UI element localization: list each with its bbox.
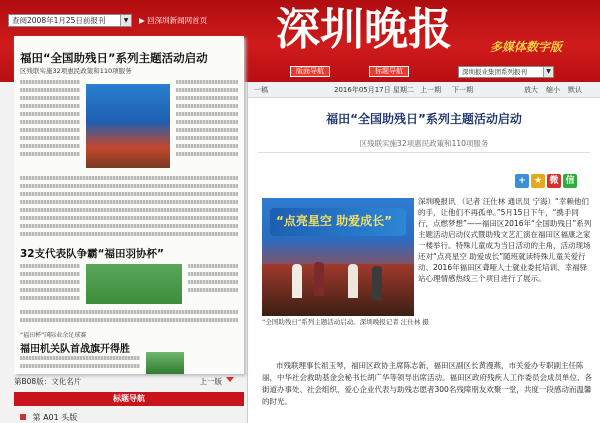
home-arrow-icon: ▶ xyxy=(139,16,145,25)
section-item-label: 第 A01 头版 xyxy=(32,413,78,422)
text-block xyxy=(20,272,80,276)
text-block xyxy=(188,288,238,292)
text-block xyxy=(20,280,80,284)
text-block xyxy=(176,112,238,116)
text-block xyxy=(20,184,238,188)
star-icon[interactable]: ★ xyxy=(531,174,545,188)
text-block xyxy=(20,356,140,360)
text-block xyxy=(20,144,80,148)
article-paragraph-2-text: 市残联理事长祖玉琴，福田区政协主席陈志新，福田区副区长黄漫燕，市关爱办专职副主任陈丽，中华社会救助基金会秘书长胡广华等领导出席活动。福田区政府残疾人工作委员会成员单位、各街道办事处、社会组织、爱心企业代表与助残志愿者300名残障朋友欢聚一堂，共度一段感动而温馨的时光。 xyxy=(262,361,592,406)
text-block xyxy=(20,296,80,300)
default-size-link[interactable]: 默认 xyxy=(568,86,582,94)
paper-subhead: 区残联实施32项惠民政策和110项服务 xyxy=(20,67,132,75)
text-block xyxy=(20,208,238,212)
text-block xyxy=(176,80,238,84)
chevron-down-icon[interactable] xyxy=(226,377,234,382)
photo-figure xyxy=(348,264,358,298)
zoom-out-link[interactable]: 缩小 xyxy=(546,86,560,94)
page-thumbnail[interactable] xyxy=(14,36,244,374)
text-block xyxy=(20,264,80,268)
text-block xyxy=(20,120,80,124)
prev-page-link[interactable]: 上一版 xyxy=(199,377,222,386)
text-block xyxy=(20,364,140,368)
paper-photo xyxy=(146,352,184,374)
section-nav-header: 标题导航 xyxy=(14,392,244,406)
text-block xyxy=(20,318,238,322)
article-toolbar xyxy=(248,82,600,98)
home-link-label: 回深圳新闻网首页 xyxy=(147,16,208,25)
issue-date: 2016年05月17日 星期二 xyxy=(334,86,414,94)
text-block xyxy=(176,144,238,148)
text-block xyxy=(176,88,238,92)
plus-icon[interactable]: + xyxy=(515,174,529,188)
text-block xyxy=(20,152,80,156)
group-select[interactable] xyxy=(458,66,554,78)
photo-caption: “全国助残日”系列主题活动启动。深圳晚报记者 汪仕林 摄 xyxy=(262,318,429,326)
article-paragraph-2 xyxy=(262,360,592,414)
prev-edition-link[interactable]: 一稿 xyxy=(254,86,268,94)
text-block xyxy=(20,192,238,196)
text-block xyxy=(20,136,80,140)
wechat-icon[interactable]: 信 xyxy=(563,174,577,188)
photo-stage xyxy=(262,264,414,316)
text-block xyxy=(176,136,238,140)
page-label: 第B08版：文化名片 xyxy=(14,377,82,386)
text-block xyxy=(20,128,80,132)
logo-tagline: 多媒体数字版 xyxy=(490,40,563,54)
text-block xyxy=(20,224,238,228)
logo-text: 深圳晚报 xyxy=(276,4,452,52)
text-block xyxy=(188,280,238,284)
text-block xyxy=(176,128,238,132)
text-block xyxy=(20,176,238,180)
paper-headline-2[interactable]: 32支代表队争霸“福田羽协杯” xyxy=(20,248,164,260)
article-photo xyxy=(262,198,414,316)
article-title: 福田“全国助残日”系列主题活动启动 xyxy=(326,112,522,126)
text-block xyxy=(20,216,238,220)
text-block xyxy=(176,152,238,156)
text-block xyxy=(176,104,238,108)
paper-headline-3[interactable]: 福田机关队首战旗开得胜 xyxy=(20,344,130,355)
paper-photo xyxy=(86,84,170,168)
logo xyxy=(276,4,492,52)
text-block xyxy=(176,120,238,124)
text-block xyxy=(20,200,238,204)
photo-banner-text: “点亮星空 助爱成长” xyxy=(276,214,392,228)
page-footer xyxy=(14,376,244,388)
text-block xyxy=(20,112,80,116)
section-item[interactable] xyxy=(20,412,77,423)
photo-figure xyxy=(292,264,302,298)
next-issue-link[interactable]: 下一期 xyxy=(452,86,473,94)
edition-select-label: 查阅2008年1月25日前报刊 xyxy=(12,16,106,25)
text-block xyxy=(188,272,238,276)
photo-figure xyxy=(314,262,324,296)
bullet-icon xyxy=(20,414,26,420)
text-block xyxy=(20,96,80,100)
text-block xyxy=(20,104,80,108)
text-block xyxy=(176,96,238,100)
text-block xyxy=(20,88,80,92)
title-nav-button[interactable]: 标题导航 xyxy=(369,66,409,77)
paper-photo xyxy=(86,264,182,304)
zoom-in-link[interactable]: 放大 xyxy=(524,86,538,94)
version-nav-button[interactable]: 版面导航 xyxy=(290,66,330,77)
divider xyxy=(258,152,590,153)
home-link[interactable] xyxy=(139,14,207,27)
prev-issue-link[interactable]: 上一期 xyxy=(420,86,441,94)
group-select-label: 深圳报业集团系列报刊 xyxy=(462,68,527,76)
text-block xyxy=(20,288,80,292)
chevron-down-icon: ▼ xyxy=(543,67,553,77)
text-block xyxy=(188,264,238,268)
photo-figure xyxy=(372,266,382,300)
article-paragraph-1: 深圳晚报讯 （记者 汪仕林 通讯员 宁海）“幸赖他们的手，让他们不再孤单。”5月15日下午，“携手同行，点燃梦想”——福田区2016年“全国助残日”系列主题活动启动仪式暨助残文艺汇演在福田区福康之家一楼举行。特殊儿童成为当日活动的主角，活动现场还对“点亮星空 助爱成长”随班就读特殊儿童关爱行动、2016年福田区聋哑人士就业委托培训、幸福驿站心理情感热线三个项目进行了展示。 xyxy=(418,197,592,283)
article-subtitle: 区残联实施32项惠民政策和110项服务 xyxy=(359,139,489,148)
chevron-down-icon: ▼ xyxy=(120,15,131,26)
edition-select[interactable] xyxy=(8,14,132,27)
text-block xyxy=(20,310,238,314)
text-block xyxy=(20,232,238,236)
weibo-icon[interactable]: 微 xyxy=(547,174,561,188)
paper-headline[interactable]: 福田“全国助残日”系列主题活动启动 xyxy=(20,51,208,65)
paper-small-heading: “福田杯”国际业余足球赛 xyxy=(20,332,87,339)
text-block xyxy=(20,80,80,84)
